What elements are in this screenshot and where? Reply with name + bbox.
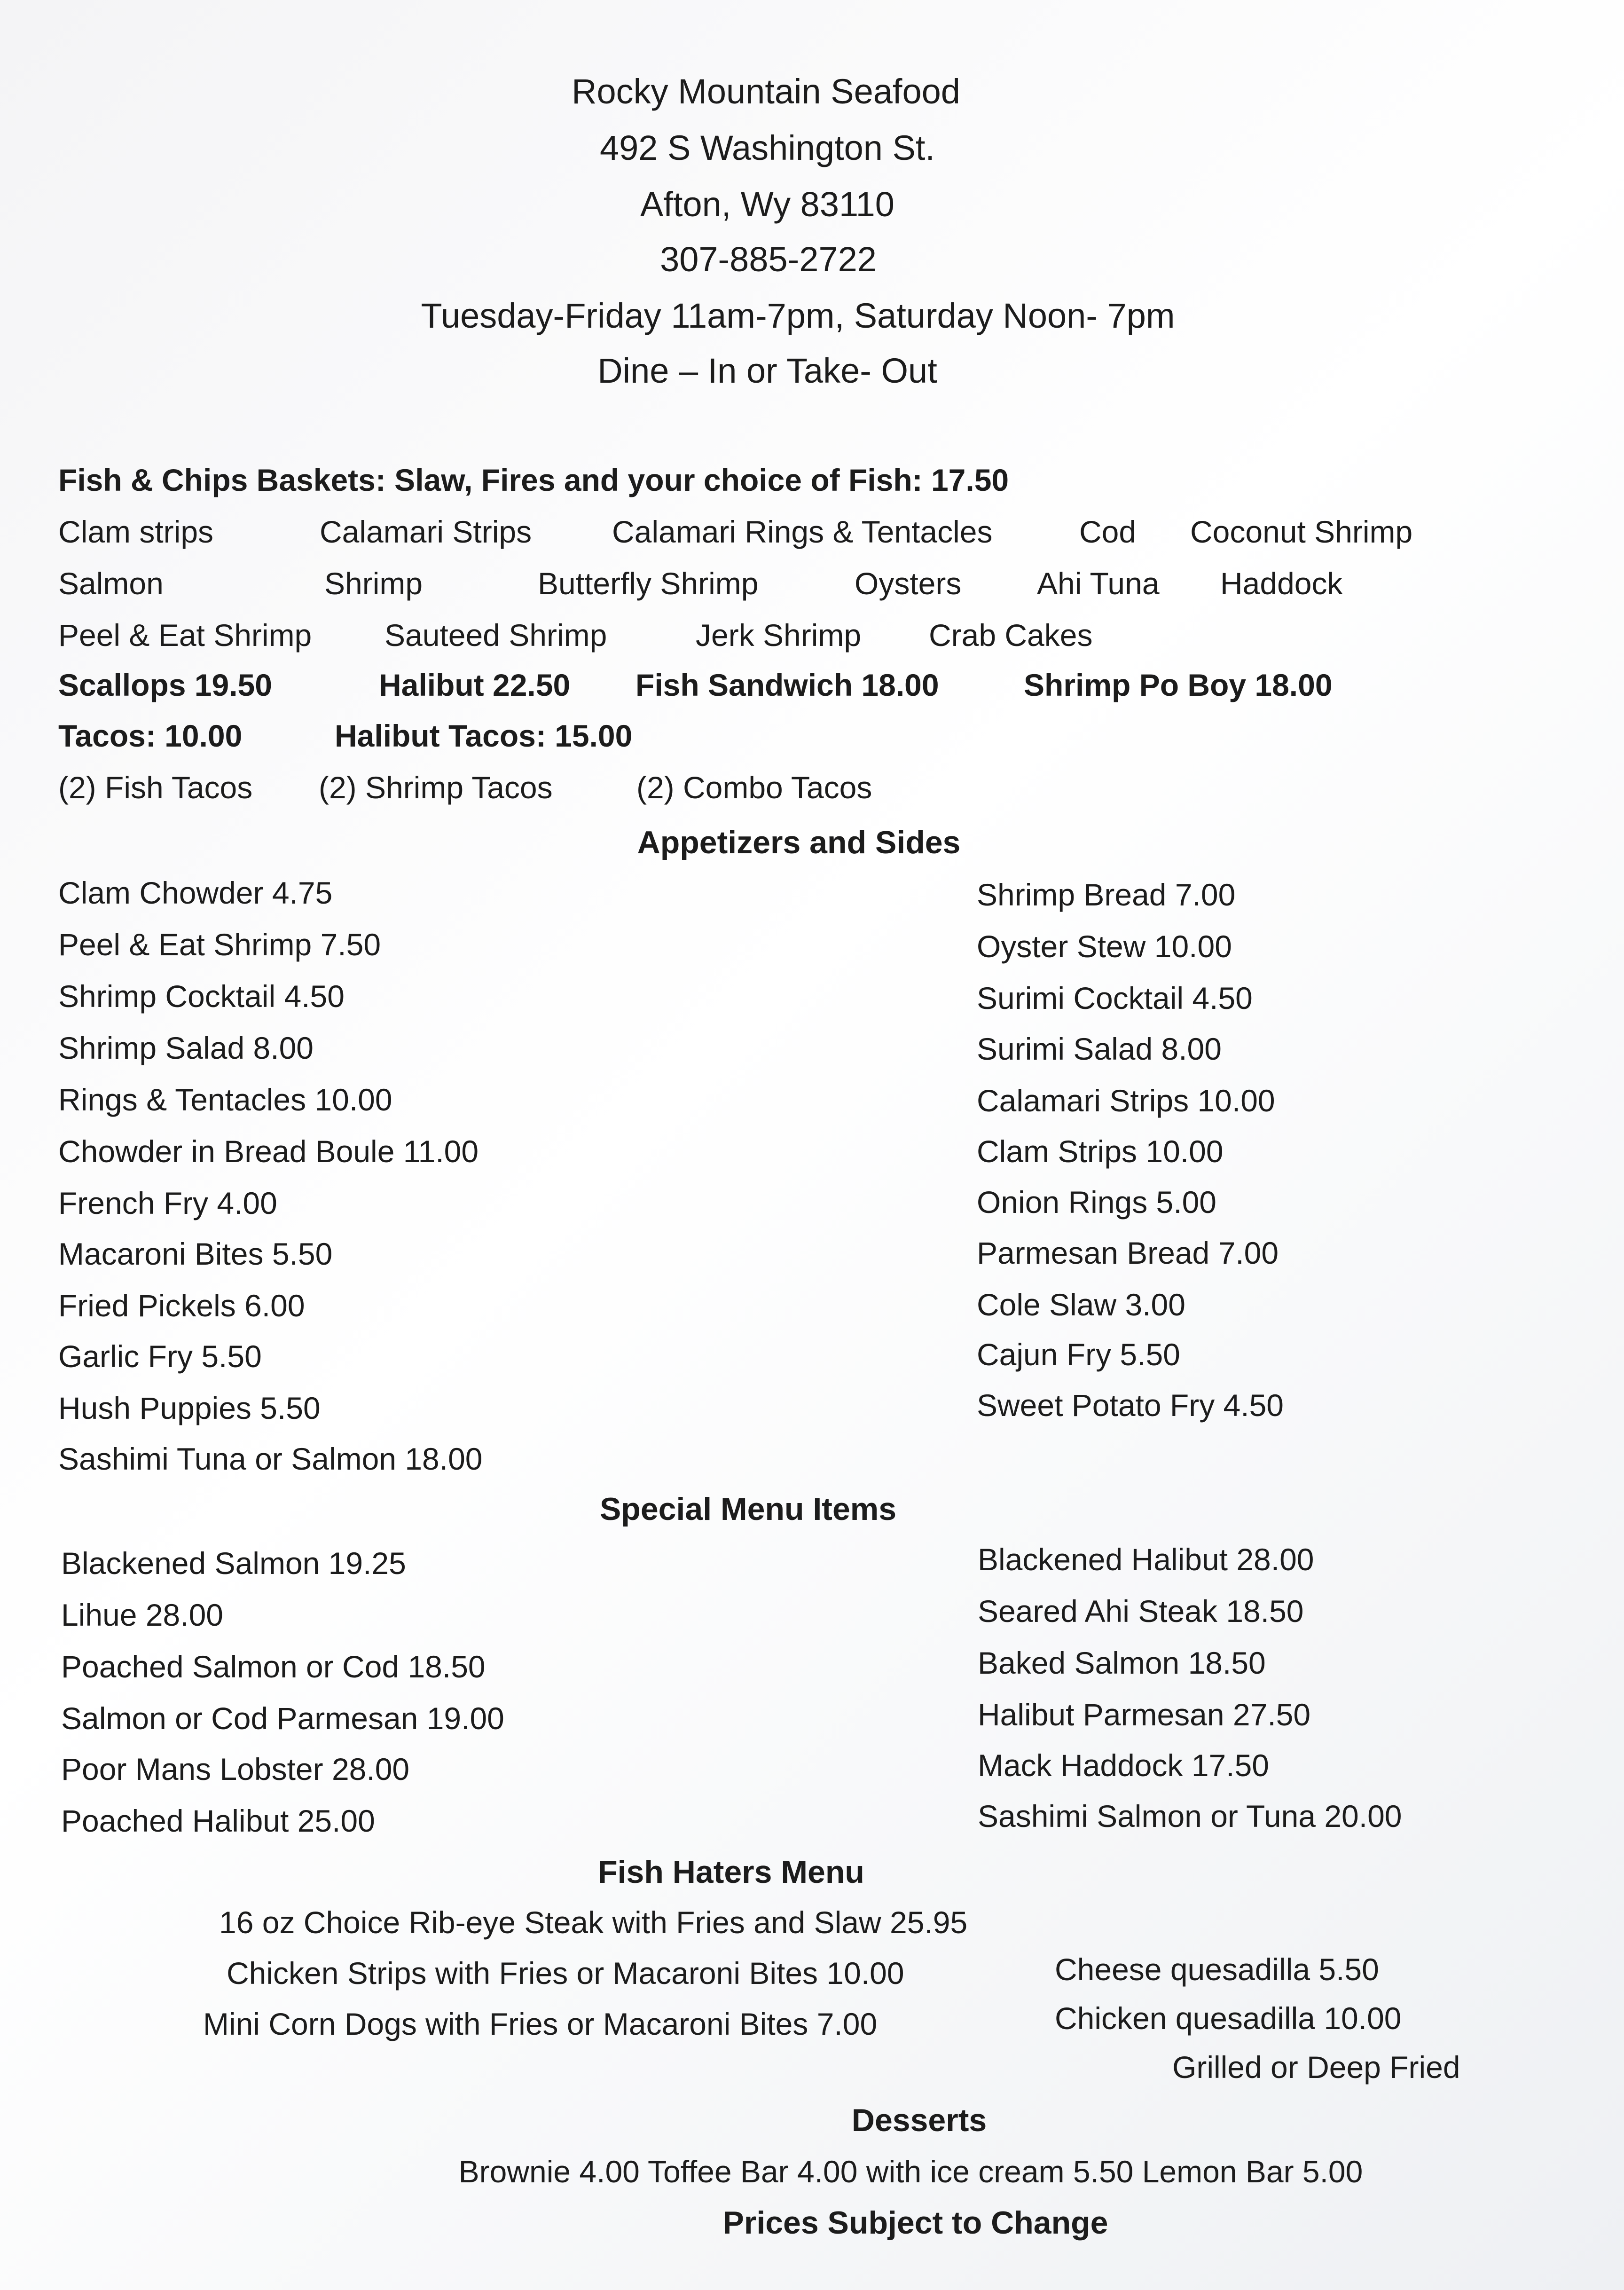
fish-haters-title: Fish Haters Menu [598, 1854, 864, 1890]
menu-item: Macaroni Bites 5.50 [58, 1236, 333, 1271]
steak-item: 16 oz Choice Rib-eye Steak with Fries and Slaw 25.95 [219, 1905, 968, 1940]
chicken-strips-item: Chicken Strips with Fries or Macaroni Bites 10.00 [227, 1956, 904, 1991]
special-title: Special Menu Items [599, 1491, 897, 1527]
menu-item: Halibut Parmesan 27.50 [978, 1697, 1311, 1732]
restaurant-hours: Tuesday-Friday 11am-7pm, Saturday Noon- 7pm [421, 296, 1175, 335]
menu-item: Calamari Strips 10.00 [977, 1083, 1275, 1118]
menu-item: Chowder in Bread Boule 11.00 [58, 1134, 479, 1169]
menu-item: Sashimi Tuna or Salmon 18.00 [58, 1441, 483, 1476]
menu-item: Lihue 28.00 [61, 1597, 223, 1632]
menu-item: Sashimi Salmon or Tuna 20.00 [978, 1799, 1402, 1834]
chicken-quesadilla-item: Chicken quesadilla 10.00 [1055, 2001, 1402, 2036]
restaurant-phone: 307-885-2722 [660, 240, 877, 279]
menu-item: Mack Haddock 17.50 [978, 1748, 1270, 1783]
priced-basket: Scallops 19.50 [58, 668, 272, 702]
basket-option: Butterfly Shrimp [538, 566, 759, 601]
desserts-title: Desserts [851, 2102, 987, 2138]
priced-basket: Shrimp Po Boy 18.00 [1024, 668, 1333, 702]
desserts-line: Brownie 4.00 Toffee Bar 4.00 with ice cream 5.50 Lemon Bar 5.00 [458, 2154, 1363, 2189]
basket-option: Salmon [58, 566, 164, 601]
basket-option: Oysters [855, 566, 962, 601]
basket-option: Shrimp [324, 566, 423, 601]
basket-option: Sauteed Shrimp [384, 618, 607, 653]
menu-item: Blackened Salmon 19.25 [61, 1546, 406, 1581]
menu-item: Salmon or Cod Parmesan 19.00 [61, 1701, 504, 1736]
taco-option: (2) Combo Tacos [636, 770, 872, 805]
taco-option: (2) Shrimp Tacos [319, 770, 553, 805]
quesadilla-note: Grilled or Deep Fried [1172, 2050, 1460, 2085]
restaurant-city: Afton, Wy 83110 [640, 185, 894, 224]
cheese-quesadilla-item: Cheese quesadilla 5.50 [1055, 1952, 1379, 1987]
menu-item: Poached Salmon or Cod 18.50 [61, 1649, 486, 1684]
menu-item: Rings & Tentacles 10.00 [58, 1082, 392, 1117]
menu-item: Baked Salmon 18.50 [978, 1645, 1266, 1680]
basket-option: Jerk Shrimp [696, 618, 862, 653]
header-block [0, 74, 1624, 109]
appetizers-title: Appetizers and Sides [637, 825, 961, 860]
prices-note: Prices Subject to Change [722, 2205, 1108, 2241]
basket-option: Haddock [1220, 566, 1343, 601]
menu-item: Parmesan Bread 7.00 [977, 1235, 1279, 1270]
priced-basket: Fish Sandwich 18.00 [635, 668, 939, 702]
basket-option: Ahi Tuna [1037, 566, 1160, 601]
taco-option: (2) Fish Tacos [58, 770, 253, 805]
menu-item: French Fry 4.00 [58, 1186, 277, 1220]
basket-option: Peel & Eat Shrimp [58, 618, 312, 653]
menu-item: Blackened Halibut 28.00 [978, 1542, 1314, 1577]
restaurant-name: Rocky Mountain Seafood [572, 72, 960, 111]
menu-item: Oyster Stew 10.00 [977, 929, 1232, 964]
basket-option: Clam strips [58, 514, 214, 549]
basket-option: Crab Cakes [929, 618, 1093, 653]
menu-item: Cajun Fry 5.50 [977, 1337, 1180, 1372]
menu-item: Garlic Fry 5.50 [58, 1339, 262, 1374]
menu-item: Surimi Cocktail 4.50 [977, 981, 1253, 1015]
menu-item: Poached Halibut 25.00 [61, 1803, 375, 1838]
halibut-tacos-price: Halibut Tacos: 15.00 [335, 718, 633, 753]
basket-option: Coconut Shrimp [1190, 514, 1413, 549]
menu-item: Hush Puppies 5.50 [58, 1391, 321, 1425]
dine-options: Dine – In or Take- Out [597, 351, 937, 390]
menu-item: Shrimp Cocktail 4.50 [58, 979, 345, 1014]
menu-item: Clam Chowder 4.75 [58, 875, 333, 910]
basket-option: Calamari Strips [320, 514, 532, 549]
basket-option: Calamari Rings & Tentacles [612, 514, 993, 549]
menu-item: Sweet Potato Fry 4.50 [977, 1388, 1284, 1423]
fish-chips-title: Fish & Chips Baskets: Slaw, Fires and your choice of Fish: 17.50 [58, 463, 1009, 497]
basket-option: Cod [1079, 514, 1137, 549]
corn-dogs-item: Mini Corn Dogs with Fries or Macaroni Bites 7.00 [203, 2007, 878, 2041]
menu-item: Cole Slaw 3.00 [977, 1287, 1185, 1322]
menu-item: Clam Strips 10.00 [977, 1134, 1224, 1169]
menu-item: Poor Mans Lobster 28.00 [61, 1752, 410, 1786]
menu-item: Fried Pickels 6.00 [58, 1288, 305, 1323]
menu-item: Surimi Salad 8.00 [977, 1031, 1222, 1066]
menu-item: Seared Ahi Steak 18.50 [978, 1594, 1304, 1629]
menu-item: Shrimp Salad 8.00 [58, 1031, 314, 1065]
tacos-price: Tacos: 10.00 [58, 718, 243, 753]
restaurant-address: 492 S Washington St. [599, 128, 935, 167]
menu-item: Onion Rings 5.00 [977, 1185, 1216, 1220]
menu-item: Peel & Eat Shrimp 7.50 [58, 927, 381, 962]
priced-basket: Halibut 22.50 [379, 668, 571, 702]
menu-item: Shrimp Bread 7.00 [977, 877, 1236, 912]
